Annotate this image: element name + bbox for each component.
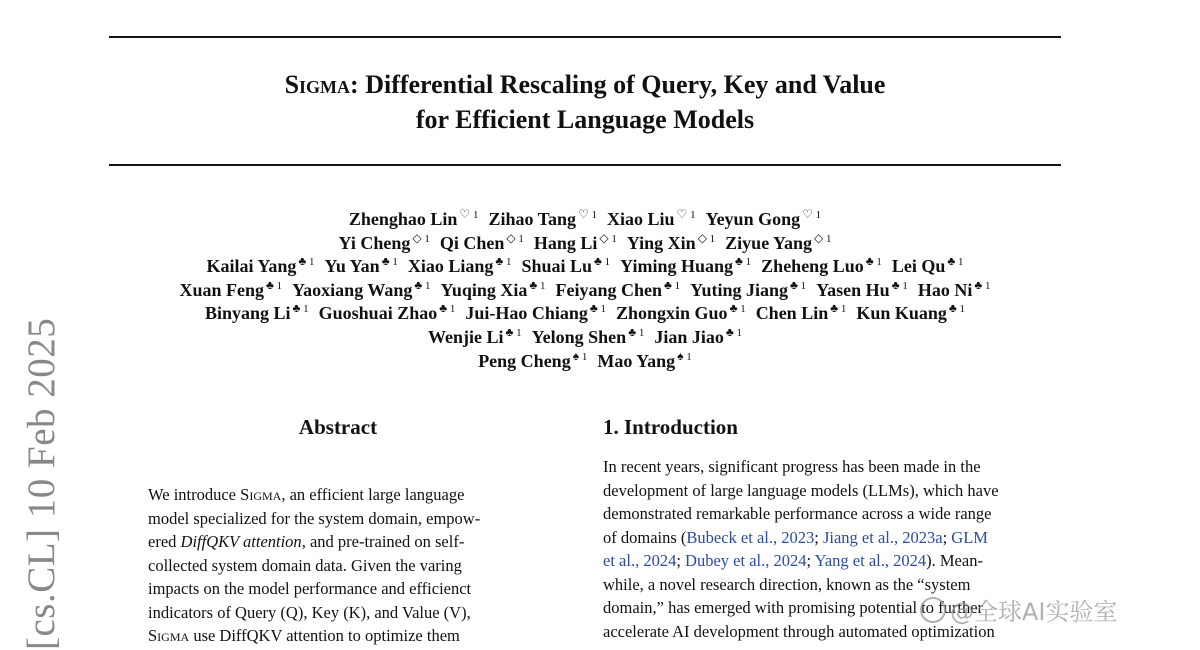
author-name: Yuting Jiang bbox=[690, 279, 789, 300]
text-line bbox=[148, 577, 480, 601]
author-affiliation bbox=[590, 303, 606, 315]
author-affiliation bbox=[677, 209, 696, 221]
affiliation-symbol: ♣ bbox=[865, 254, 874, 269]
text-line bbox=[148, 507, 480, 531]
text-line bbox=[148, 483, 480, 507]
author-affiliation bbox=[599, 230, 617, 245]
author-name: Yeyun Gong bbox=[705, 209, 801, 229]
author-affiliation bbox=[529, 277, 546, 292]
title-rule-top bbox=[109, 36, 1061, 38]
text-segment: domain,” has emerged with promising potential to further bbox=[603, 598, 984, 617]
watermark-logo-icon bbox=[920, 597, 946, 623]
affiliation-symbol: ♣ bbox=[735, 254, 743, 269]
abstract-body bbox=[148, 483, 480, 648]
citation-link[interactable]: GLM bbox=[951, 527, 988, 547]
affiliation-number: 1 bbox=[815, 209, 822, 221]
author-name: Binyang Li bbox=[204, 303, 291, 324]
author-name: Hang Li bbox=[533, 232, 598, 253]
author-affiliation bbox=[866, 256, 882, 268]
text-line bbox=[148, 530, 480, 554]
affiliation-symbol: ♣ bbox=[414, 277, 423, 292]
affiliation-number: 1 bbox=[674, 279, 681, 292]
author-affiliation bbox=[293, 303, 309, 315]
author bbox=[856, 302, 965, 326]
author bbox=[756, 302, 847, 326]
affiliation-symbol: ♣ bbox=[381, 254, 390, 269]
affiliation-number: 1 bbox=[505, 256, 512, 269]
author-name: Lei Qu bbox=[891, 256, 946, 277]
abstract-heading: Abstract bbox=[298, 415, 378, 439]
author-affiliation bbox=[830, 303, 846, 315]
affiliation-number: 1 bbox=[604, 256, 611, 269]
text-segment: accelerate AI development through automated optimization bbox=[603, 621, 995, 641]
citation-link[interactable]: Bubeck et al., 2023 bbox=[686, 527, 815, 547]
title-line-2: for Efficient Language Models bbox=[415, 105, 755, 134]
text-line bbox=[603, 502, 999, 526]
affiliation-symbol: ♣ bbox=[594, 254, 602, 269]
author-affiliation bbox=[266, 277, 283, 292]
text-segment: , and pre-trained on self- bbox=[301, 532, 465, 551]
introduction-heading: 1. Introduction bbox=[603, 415, 738, 439]
author-name: Yasen Hu bbox=[816, 279, 890, 300]
author-name: Chen Lin bbox=[755, 303, 829, 324]
author-affiliation bbox=[382, 256, 398, 268]
author-name: Xiao Liang bbox=[407, 256, 494, 277]
author bbox=[205, 302, 309, 326]
author bbox=[521, 255, 610, 279]
affiliation-symbol: ♠ bbox=[572, 348, 580, 363]
affiliation-number: 1 bbox=[472, 209, 479, 221]
affiliation-number: 1 bbox=[516, 326, 522, 339]
affiliation-number: 1 bbox=[581, 350, 588, 363]
author-name: Zhongxin Guo bbox=[616, 303, 728, 324]
author-affiliation bbox=[439, 303, 455, 315]
author bbox=[440, 232, 524, 256]
author bbox=[207, 255, 315, 279]
author bbox=[338, 232, 429, 256]
author bbox=[597, 350, 691, 374]
author bbox=[607, 208, 696, 232]
author bbox=[690, 279, 806, 303]
affiliation-symbol: ♣ bbox=[495, 254, 504, 269]
affiliation-number: 1 bbox=[736, 326, 742, 339]
arxiv-identifier: [cs.CL] 10 Feb 2025 bbox=[20, 317, 63, 650]
text-segment: demonstrated remarkable performance across a wide range bbox=[603, 504, 992, 523]
affiliation-number: 1 bbox=[686, 350, 692, 363]
affiliation-symbol: ♣ bbox=[947, 254, 956, 269]
author bbox=[180, 279, 283, 303]
author bbox=[319, 302, 456, 326]
affiliation-symbol: ♣ bbox=[266, 277, 274, 292]
author bbox=[465, 302, 606, 326]
text-segment: development of large language models (LLMs), which have bbox=[603, 480, 999, 500]
author-name: Ziyue Yang bbox=[725, 232, 813, 253]
title-rule-bottom bbox=[109, 164, 1061, 166]
author-affiliation bbox=[578, 209, 597, 221]
affiliation-number: 1 bbox=[902, 279, 908, 292]
author bbox=[816, 279, 908, 303]
author-affiliation bbox=[814, 230, 832, 245]
author bbox=[725, 232, 831, 256]
author-affiliation bbox=[459, 209, 478, 221]
author-name: Yuqing Xia bbox=[440, 279, 528, 300]
text-segment: of domains ( bbox=[603, 527, 687, 547]
author-line bbox=[100, 302, 1070, 326]
affiliation-number: 1 bbox=[540, 279, 546, 292]
author bbox=[706, 208, 822, 232]
affiliation-number: 1 bbox=[276, 279, 283, 292]
author-affiliation bbox=[664, 277, 681, 292]
author bbox=[428, 326, 522, 350]
citation-link[interactable]: Yang et al., 2024 bbox=[814, 551, 927, 570]
author-affiliation bbox=[891, 277, 908, 292]
author-affiliation bbox=[414, 277, 431, 292]
text-line bbox=[603, 479, 999, 503]
author-affiliation bbox=[298, 256, 314, 268]
author-name: Guoshuai Zhao bbox=[318, 303, 438, 324]
author-name: Yelong Shen bbox=[531, 326, 627, 347]
author-name: Xiao Liu bbox=[607, 209, 675, 229]
author bbox=[488, 208, 597, 232]
affiliation-symbol: ♣ bbox=[830, 301, 839, 316]
text-segment: ered bbox=[148, 532, 181, 551]
citation-link[interactable]: et al., 2024 bbox=[603, 551, 677, 570]
text-segment: use DiffQKV attention to optimize them bbox=[189, 626, 460, 645]
author-line bbox=[100, 279, 1070, 303]
affiliation-number: 1 bbox=[709, 232, 716, 245]
title-model-name: Sigma bbox=[284, 70, 351, 99]
affiliation-number: 1 bbox=[800, 279, 807, 292]
affiliation-number: 1 bbox=[745, 256, 752, 269]
text-segment: model specialized for the system domain, empow- bbox=[148, 508, 481, 528]
author-line bbox=[100, 255, 1070, 279]
affiliation-symbol: ♣ bbox=[891, 277, 900, 292]
author-affiliation bbox=[697, 230, 716, 245]
affiliation-number: 1 bbox=[425, 279, 431, 292]
affiliation-symbol: ♠ bbox=[677, 348, 684, 363]
title-line-1: : Differential Rescaling of Query, Key and Value bbox=[350, 70, 886, 99]
affiliation-number: 1 bbox=[638, 326, 645, 339]
affiliation-number: 1 bbox=[957, 256, 964, 269]
author-name: Zhenghao Lin bbox=[348, 209, 458, 229]
text-segment: DiffQKV attention bbox=[180, 532, 302, 551]
affiliation-number: 1 bbox=[600, 303, 606, 316]
author bbox=[556, 279, 681, 303]
author-affiliation bbox=[947, 256, 963, 268]
author bbox=[761, 255, 882, 279]
affiliation-symbol: ◇ bbox=[814, 230, 824, 245]
affiliation-symbol: ♣ bbox=[529, 277, 538, 292]
author-name: Kun Kuang bbox=[856, 303, 947, 324]
affiliation-symbol: ♡ bbox=[459, 207, 471, 221]
affiliation-symbol: ♣ bbox=[729, 301, 738, 316]
affiliation-symbol: ◇ bbox=[412, 230, 422, 245]
affiliation-number: 1 bbox=[611, 232, 617, 245]
author-name: Ying Xin bbox=[626, 232, 696, 253]
author bbox=[627, 232, 715, 256]
author-affiliation bbox=[949, 303, 965, 315]
author-affiliation bbox=[505, 324, 522, 339]
affiliation-number: 1 bbox=[959, 303, 966, 316]
author-name: Yu Yan bbox=[324, 256, 380, 277]
author bbox=[408, 255, 512, 279]
author-list bbox=[100, 208, 1070, 373]
affiliation-number: 1 bbox=[449, 303, 456, 316]
affiliation-number: 1 bbox=[840, 303, 847, 316]
text-segment: ; bbox=[806, 551, 815, 570]
affiliation-number: 1 bbox=[690, 209, 696, 221]
author-name: Shuai Lu bbox=[521, 256, 593, 277]
author-name: Xuan Feng bbox=[179, 279, 265, 300]
watermark-text: @全球AI实验室 bbox=[950, 598, 1118, 626]
affiliation-number: 1 bbox=[984, 279, 991, 292]
author bbox=[534, 232, 617, 256]
text-line bbox=[148, 624, 480, 648]
author-name: Yiming Huang bbox=[620, 256, 734, 277]
author-affiliation bbox=[730, 303, 746, 315]
author bbox=[532, 326, 645, 350]
affiliation-symbol: ◇ bbox=[599, 230, 609, 245]
text-segment: Sigma bbox=[148, 626, 190, 645]
affiliation-symbol: ♣ bbox=[664, 277, 672, 292]
text-segment: indicators of Query (Q), Key (K), and Value (V), bbox=[148, 602, 471, 622]
affiliation-symbol: ♣ bbox=[974, 277, 983, 292]
text-segment: Sigma bbox=[240, 485, 282, 504]
author-name: Zihao Tang bbox=[488, 209, 576, 229]
affiliation-symbol: ♡ bbox=[676, 207, 688, 221]
author-affiliation bbox=[594, 256, 610, 268]
author-affiliation bbox=[974, 277, 991, 292]
author-line bbox=[100, 350, 1070, 374]
affiliation-number: 1 bbox=[591, 209, 598, 221]
author-name: Peng Cheng bbox=[478, 350, 571, 371]
text-line bbox=[603, 549, 999, 573]
author-name: Hao Ni bbox=[917, 279, 973, 300]
author-name: Kailai Yang bbox=[206, 256, 297, 277]
author-line bbox=[100, 326, 1070, 350]
author-affiliation bbox=[628, 324, 645, 339]
text-line bbox=[603, 455, 999, 479]
text-segment: ; bbox=[676, 551, 686, 570]
author bbox=[918, 279, 991, 303]
author bbox=[324, 255, 397, 279]
author-affiliation bbox=[677, 348, 692, 363]
affiliation-symbol: ♣ bbox=[589, 301, 598, 316]
affiliation-symbol: ♣ bbox=[505, 324, 514, 339]
author-affiliation bbox=[572, 348, 588, 363]
affiliation-number: 1 bbox=[740, 303, 746, 316]
paper-title bbox=[109, 67, 1061, 137]
text-line bbox=[603, 526, 999, 550]
affiliation-number: 1 bbox=[518, 232, 524, 245]
affiliation-symbol: ♣ bbox=[292, 301, 301, 316]
text-segment: In recent years, significant progress has been made in the bbox=[603, 457, 981, 476]
author-name: Zheheng Luo bbox=[761, 256, 864, 277]
author-name: Wenjie Li bbox=[428, 326, 504, 347]
author-line bbox=[100, 208, 1070, 232]
author-name: Jian Jiao bbox=[654, 326, 724, 347]
text-segment: collected system domain data. Given the varing bbox=[148, 555, 462, 575]
author bbox=[292, 279, 430, 303]
author-name: Qi Chen bbox=[439, 232, 505, 253]
author-affiliation bbox=[412, 230, 430, 245]
author-affiliation bbox=[790, 277, 807, 292]
author-affiliation bbox=[802, 209, 821, 221]
text-segment: We introduce bbox=[148, 485, 241, 504]
affiliation-number: 1 bbox=[308, 256, 315, 269]
text-segment: impacts on the model performance and efficienct bbox=[148, 579, 472, 598]
citation-link[interactable]: Dubey et al., 2024 bbox=[685, 551, 807, 570]
author-affiliation bbox=[506, 230, 524, 245]
text-segment: ; bbox=[942, 527, 952, 547]
affiliation-symbol: ♣ bbox=[948, 301, 957, 316]
author-name: Mao Yang bbox=[597, 350, 676, 371]
text-segment: , an efficient large language bbox=[281, 485, 465, 504]
author-name: Yi Cheng bbox=[338, 232, 411, 253]
affiliation-symbol: ♣ bbox=[628, 324, 637, 339]
author bbox=[441, 279, 546, 303]
text-segment: ). Mean- bbox=[926, 551, 983, 570]
citation-link[interactable]: Jiang et al., 2023a bbox=[822, 527, 943, 547]
affiliation-symbol: ♣ bbox=[725, 324, 734, 339]
affiliation-symbol: ♣ bbox=[298, 254, 307, 269]
author-affiliation bbox=[495, 256, 511, 268]
author bbox=[654, 326, 742, 350]
affiliation-symbol: ♡ bbox=[578, 207, 589, 221]
affiliation-number: 1 bbox=[424, 232, 430, 245]
author bbox=[478, 350, 587, 374]
text-line bbox=[148, 601, 480, 625]
author-affiliation bbox=[725, 324, 742, 339]
author-name: Feiyang Chen bbox=[555, 279, 663, 300]
affiliation-number: 1 bbox=[392, 256, 398, 269]
text-line bbox=[148, 554, 480, 578]
watermark bbox=[920, 592, 1118, 627]
author-name: Yaoxiang Wang bbox=[292, 279, 413, 300]
affiliation-number: 1 bbox=[826, 232, 832, 245]
author bbox=[892, 255, 964, 279]
affiliation-symbol: ♣ bbox=[439, 301, 448, 316]
affiliation-number: 1 bbox=[876, 256, 882, 269]
affiliation-symbol: ♡ bbox=[802, 207, 813, 221]
author-line bbox=[100, 232, 1070, 256]
text-segment: while, a novel research direction, known as the “system bbox=[603, 574, 971, 594]
text-segment: ; bbox=[814, 527, 823, 547]
author-name: Jui-Hao Chiang bbox=[465, 303, 588, 324]
author bbox=[349, 208, 479, 232]
author bbox=[620, 255, 751, 279]
author-affiliation bbox=[735, 256, 751, 268]
affiliation-number: 1 bbox=[303, 303, 309, 316]
author bbox=[616, 302, 746, 326]
affiliation-symbol: ◇ bbox=[506, 230, 516, 245]
affiliation-symbol: ◇ bbox=[697, 230, 707, 245]
affiliation-symbol: ♣ bbox=[790, 277, 798, 292]
